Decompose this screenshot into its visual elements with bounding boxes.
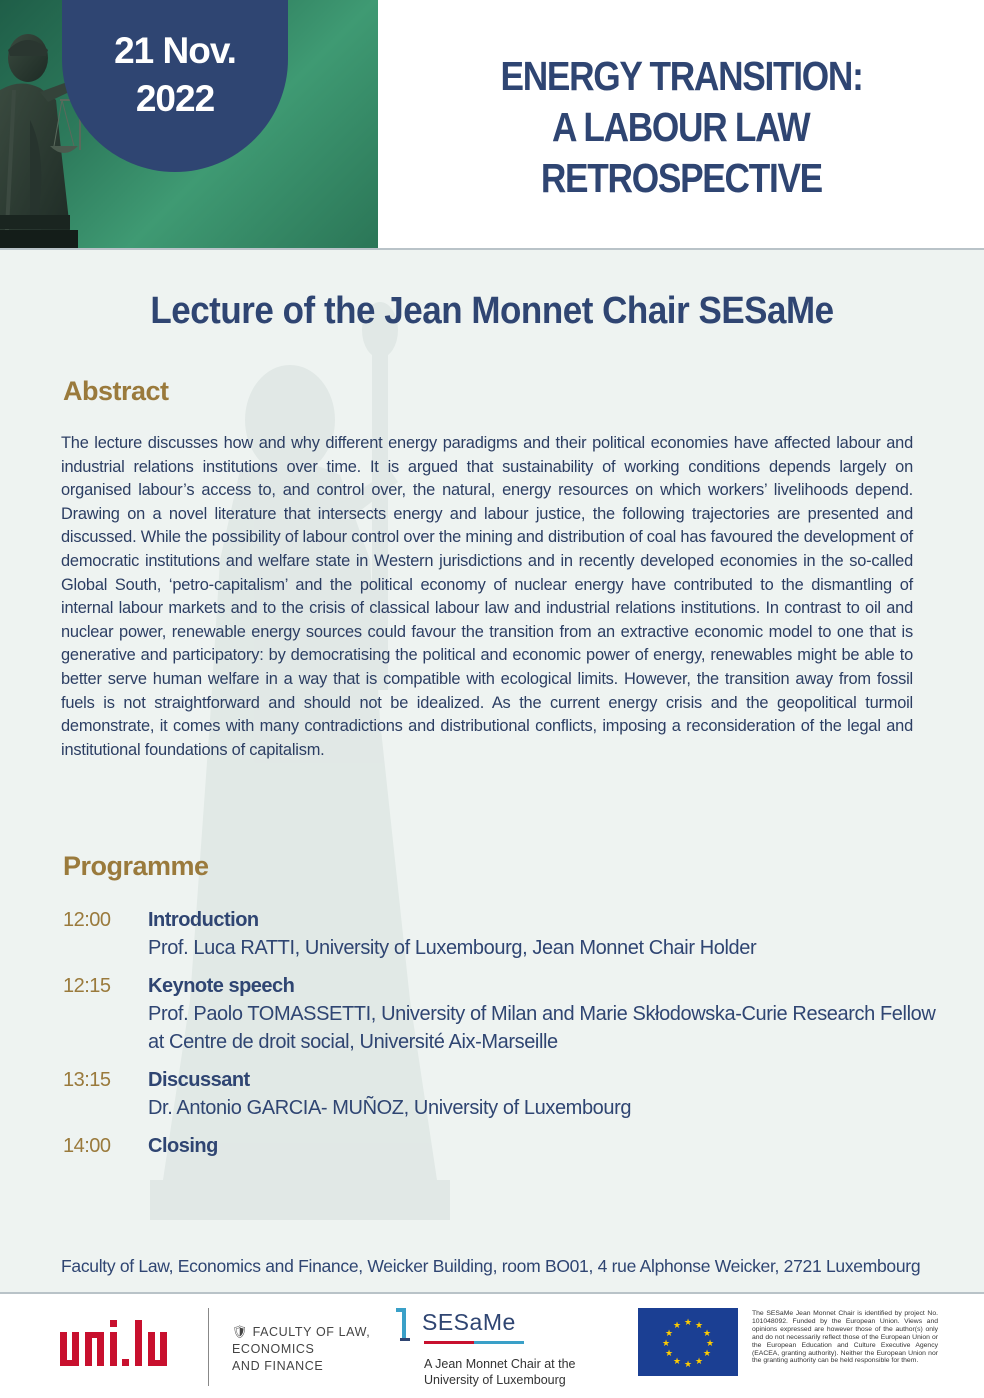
- programme-item: [63, 906, 943, 962]
- programme-title: Discussant: [148, 1069, 250, 1091]
- date-year: 2022: [135, 78, 215, 119]
- sesame-underline: [424, 1341, 524, 1345]
- sesame-subtitle: [424, 1356, 575, 1388]
- venue-address: Faculty of Law, Economics and Finance, Weicker Building, room BO01, 4 rue Alphonse Weicker, 2721 Luxembourg: [61, 1256, 921, 1276]
- header-image: [0, 0, 378, 248]
- sesame-name: SESaMe: [422, 1309, 516, 1335]
- svg-text:★: ★: [664, 1349, 674, 1359]
- sesame-mark-icon: [392, 1308, 418, 1344]
- footer-separator: [208, 1308, 209, 1386]
- svg-text:★: ★: [672, 1357, 682, 1367]
- programme-title: Closing: [148, 1135, 218, 1157]
- faculty-line-2: ECONOMICS: [232, 1342, 315, 1356]
- shield-icon: 🛡︎: [232, 1325, 249, 1339]
- sesame-sub-line-1: A Jean Monnet Chair at the: [424, 1357, 576, 1371]
- programme-desc: Dr. Antonio GARCIA- MUÑOZ, University of Luxembourg: [148, 1097, 632, 1119]
- programme-time: 14:00: [63, 1135, 111, 1157]
- svg-text:★: ★: [661, 1339, 671, 1349]
- sesame-sub-line-2: University of Luxembourg: [424, 1373, 566, 1387]
- faculty-line-3: AND FINANCE: [232, 1359, 324, 1373]
- programme-item: [63, 1066, 943, 1122]
- sesame-logo: [392, 1308, 602, 1388]
- title-line-3: RETROSPECTIVE: [540, 154, 822, 201]
- uni-logo-label: uni.lu: [60, 1318, 63, 1319]
- abstract-text: The lecture discusses how and why different energy paradigms and their political economies have affected labour and industrial relations institutions over time. It is argued that sustainability of working conditions depends largely on organised labour’s access to, and control over, the natural, energy resources on which workers’ livelihoods depend. Drawing on a novel literature that intersects energy and labour justice, the following trajectories are presented and discussed. While the possibility of labour control over the mining and distribution of coal has favoured the development of democratic institutions and welfare state in Western jurisdictions and in recently developed economies in the so-called Global South, ‘petro-capitalism’ and the political economy of nuclear energy have contributed to the dismantling of internal labour markets and to the crisis of classical labour law and industrial relations institutions. In contrast to oil and nuclear power, renewable energy sources could favour the transition from an extractive economic model to one that is generative and participatory: by democratising the political and economic power of energy, renewables might be able to better serve human welfare in a way that is compatible with ecological limits. However, the transition away from fossil fuels is not straightforward and should not be idealized. As the current energy crisis and the geopolitical turmoil demonstrate, it comes with many contradictions and distributional conflicts, imposing a reconsideration of the legal and institutional foundations of capitalism.: [61, 434, 913, 759]
- svg-text:★: ★: [672, 1321, 682, 1331]
- svg-text:★: ★: [683, 1318, 693, 1328]
- svg-text:★: ★: [664, 1329, 674, 1339]
- programme-item: [63, 1132, 943, 1160]
- svg-text:★: ★: [683, 1360, 693, 1370]
- event-title: [378, 0, 984, 248]
- svg-text:★: ★: [705, 1339, 715, 1349]
- abstract-heading: Abstract: [63, 376, 169, 406]
- programme-desc: Prof. Paolo TOMASSETTI, University of Milan and Marie Skłodowska-Curie Research Fellow at Centre de droit social, Université Aix-Marseille: [148, 1003, 936, 1053]
- programme-title: Keynote speech: [148, 975, 295, 997]
- title-line-2: A LABOUR LAW: [552, 103, 810, 150]
- programme-time: 12:00: [63, 909, 111, 931]
- programme-heading: Programme: [63, 851, 209, 881]
- programme-time: 12:15: [63, 975, 111, 997]
- faculty-line-1: 🛡︎ FACULTY OF LAW,: [232, 1325, 371, 1339]
- header: [0, 0, 984, 248]
- uni-lu-logo: [60, 1318, 188, 1370]
- programme-time: 13:15: [63, 1069, 111, 1091]
- eu-disclaimer: The SESaMe Jean Monnet Chair is identified by project No. 101048092. Funded by the European Union. Views and opinions expressed are however those of the author(s) only and do not necessarily reflect those of the European Union or the European Education and Culture Executive Agency (EACEA, granting authority). Neither the European Union nor the granting authority can be held responsible for them.: [752, 1310, 938, 1365]
- programme-item: [63, 972, 943, 1056]
- svg-text:★: ★: [694, 1321, 704, 1331]
- programme-title: Introduction: [148, 909, 259, 931]
- title-line-1: ENERGY TRANSITION:: [499, 52, 863, 99]
- faculty-name: [232, 1324, 370, 1375]
- date-day: 21 Nov.: [114, 30, 236, 71]
- footer: [0, 1294, 984, 1398]
- svg-text:★: ★: [702, 1349, 712, 1359]
- lecture-title: Lecture of the Jean Monnet Chair SESaMe: [150, 290, 834, 332]
- svg-text:★: ★: [702, 1329, 712, 1339]
- svg-text:★: ★: [694, 1357, 704, 1367]
- eu-flag-icon: [638, 1308, 738, 1376]
- programme-desc: Prof. Luca RATTI, University of Luxembourg, Jean Monnet Chair Holder: [148, 937, 757, 959]
- programme-list: [63, 906, 943, 1170]
